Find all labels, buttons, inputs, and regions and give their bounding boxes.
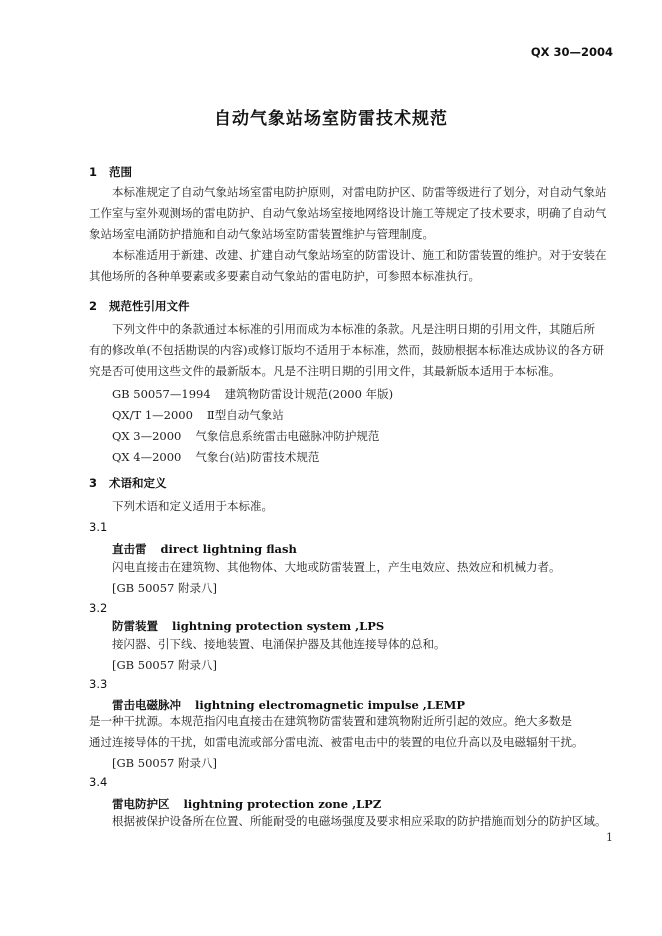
term-definition: 通过连接导体的干扰，如雷电流或部分雷电流、被雷电击中的装置的电位升高以及电磁辐射干扰。: [89, 735, 584, 749]
section-number: 1: [89, 165, 98, 179]
term-zh: 直击雷: [112, 542, 147, 556]
term-heading: [112, 541, 297, 557]
reference-item: [112, 386, 393, 402]
term-zh: 雷击电磁脉冲: [112, 698, 181, 712]
reference-name: 气象台(站)防雷技术规范: [195, 450, 320, 464]
term-definition: 是一种干扰源。本规范指闪电直接击在建筑物防雷装置和建筑物附近所引起的效应。绝大多数是: [89, 714, 572, 728]
section-heading-1: [89, 164, 132, 180]
reference-name: Ⅱ型自动气象站: [206, 408, 284, 422]
term-en: lightning protection zone ,LPZ: [183, 797, 382, 811]
section-number: 2: [89, 299, 98, 313]
reference-item: [112, 407, 284, 423]
paragraph-line: 本标准适用于新建、改建、扩建自动气象站场室的防雷设计、施工和防雷装置的维护。对于安装在: [112, 248, 607, 262]
term-en: lightning protection system ,LPS: [172, 619, 385, 633]
document-title: 自动气象站场室防雷技术规范: [214, 109, 448, 129]
reference-code: QX/T 1—2000: [112, 408, 193, 422]
paragraph-line: 工作室与室外观测场的雷电防护、自动气象站场室接地网络设计施工等规定了技术要求，明确了自动气: [89, 206, 607, 220]
reference-name: 建筑物防雷设计规范(2000 年版): [224, 387, 394, 401]
section-title: 范围: [109, 165, 132, 179]
page-number: 1: [606, 831, 613, 844]
term-definition: 接闪器、引下线、接地装置、电涌保护器及其他连接导体的总和。: [112, 637, 446, 651]
term-en: direct lightning flash: [160, 542, 297, 556]
paragraph-line: 下列文件中的条款通过本标准的引用而成为本标准的条款。凡是注明日期的引用文件，其随后所: [112, 322, 595, 336]
term-heading: [112, 618, 384, 634]
section-heading-2: [89, 298, 190, 314]
term-source: [GB 50057 附录八]: [112, 658, 218, 672]
reference-code: QX 4—2000: [112, 450, 182, 464]
section-title: 术语和定义: [109, 476, 167, 490]
reference-code: QX 3—2000: [112, 429, 182, 443]
paragraph-line: 其他场所的各种单要素或多要素自动气象站的雷电防护，可参照本标准执行。: [89, 269, 480, 283]
reference-code: GB 50057—1994: [112, 387, 211, 401]
term-definition: 闪电直接击在建筑物、其他物体、大地或防雷装置上，产生电效应、热效应和机械力者。: [112, 560, 561, 574]
term-zh: 雷电防护区: [112, 797, 170, 811]
term-source: [GB 50057 附录八]: [112, 756, 218, 770]
section-title: 规范性引用文件: [109, 299, 190, 313]
term-en: lightning electromagnetic impulse ,LEMP: [195, 698, 465, 712]
paragraph-line: 有的修改单(不包括勘误的内容)或修订版均不适用于本标准，然而，鼓励根据本标准达成协议的各方研: [89, 343, 604, 357]
term-source: [GB 50057 附录八]: [112, 581, 218, 595]
section-number: 3: [89, 476, 98, 490]
paragraph-line: 究是否可使用这些文件的最新版本。凡是不注明日期的引用文件，其最新版本适用于本标准。: [89, 364, 561, 378]
reference-name: 气象信息系统雷击电磁脉冲防护规范: [195, 429, 380, 443]
paragraph-line: 下列术语和定义适用于本标准。: [112, 499, 273, 513]
term-number: 3.3: [89, 677, 108, 691]
reference-item: [112, 428, 379, 444]
term-zh: 防雷装置: [112, 619, 158, 633]
standard-code: QX 30—2004: [530, 45, 613, 59]
term-definition: 根据被保护设备所在位置、所能耐受的电磁场强度及要求相应采取的防护措施而划分的防护区域。: [112, 814, 607, 828]
paragraph-line: 象站场室电涌防护措施和自动气象站场室防雷装置维护与管理制度。: [89, 227, 434, 241]
term-number: 3.1: [89, 520, 108, 534]
section-heading-3: [89, 475, 167, 491]
term-heading: [112, 796, 381, 812]
term-number: 3.4: [89, 775, 108, 789]
paragraph-line: 本标准规定了自动气象站场室雷电防护原则，对雷电防护区、防雷等级进行了划分，对自动气象站: [112, 185, 607, 199]
reference-item: [112, 449, 319, 465]
term-number: 3.2: [89, 601, 108, 615]
